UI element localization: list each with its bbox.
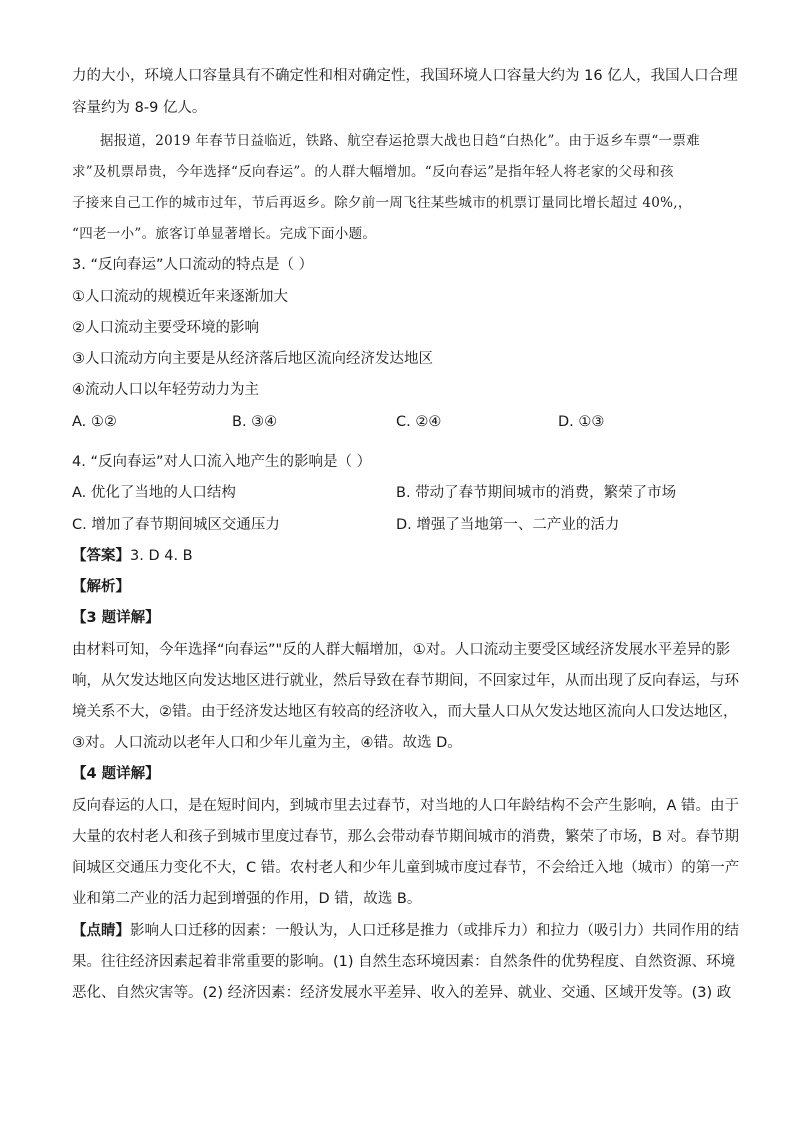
question-4-option-d: D. 增强了当地第一、二产业的活力 [396,517,620,533]
passage-line: 据报道，2019 年春节日益临近，铁路、航空春运抢票大战也日趋“白热化”。由于返乡车票“一票难 [100,133,700,149]
intro-line: 容量约为 8-9 亿人。 [72,100,207,116]
analysis-label: 【解析】 [72,579,130,595]
passage-line: “四老一小”。旅客订单显著增长。完成下面小题。 [72,226,377,242]
detail-3-label: 【3 题详解】 [72,610,160,626]
passage-line: 求”及机票昂贵，今年选择“反向春运”。的人群大幅增加。“反向春运”是指年轻人将老家的父母和孩 [72,164,674,180]
question-4-option-a: A. 优化了当地的人口结构 [72,485,236,501]
question-3-option-a: A. ①② [72,414,117,430]
answer-label: 【答案】 [72,548,130,564]
tip-text: 影响人口迁移的因素：一般认为，人口迁移是推力（或排斥力）和拉力（吸引力）共同作用的结 [130,923,739,939]
question-4-stem: 4. “反向春运”对人口流入地产生的影响是（ ） [72,454,372,470]
detail-4-line: 反向春运的人口，是在短时间内，到城市里去过春节，对当地的人口年龄结构不会产生影响，A 错。由于 [72,798,740,814]
question-3-item: ①人口流动的规模近年来逐渐加大 [72,289,288,305]
answer-text: 3. D 4. B [130,548,193,564]
detail-3-line: 境关系不大，②错。由于经济发达地区有较高的经济收入，而大量人口从欠发达地区流向人口发达地区， [72,704,738,720]
tip-label: 【点睛】 [72,923,130,939]
detail-3-line: 由材料可知，今年选择“向春运”"反的人群大幅增加，①对。人口流动主要受区域经济发展水平差异的影 [72,642,731,658]
question-3-item: ③人口流动方向主要是从经济落后地区流向经济发达地区 [72,351,433,367]
question-4-option-c: C. 增加了春节期间城区交通压力 [72,517,280,533]
detail-3-line: 响，从欠发达地区向发达地区进行就业，然后导致在春节期间，不回家过年，从而出现了反向春运，与环 [72,673,739,689]
question-4-option-b: B. 带动了春节期间城市的消费，繁荣了市场 [396,485,677,501]
answer-row [72,546,193,566]
tip-line: 果。往往经济因素起着非常重要的影响。(1) 自然生态环境因素：自然条件的优势程度、自然资源、环境 [72,954,736,970]
question-3-stem: 3. “反向春运”人口流动的特点是（ ） [72,257,314,273]
detail-4-line: 大量的农村老人和孩子到城市里度过春节，那么会带动春节期间城市的消费，繁荣了市场，B 对。春节期 [72,829,740,845]
passage-line: 子接来自己工作的城市过年，节后再返乡。除夕前一周飞往某些城市的机票订量同比增长超过 40%,， [72,195,692,211]
tip-line: 恶化、自然灾害等。(2) 经济因素：经济发展水平差异、收入的差异、就业、交通、区域开发等。(3) 政 [72,985,732,1001]
detail-4-line: 业和第二产业的活力起到增强的作用，D 错，故选 B。 [72,891,422,907]
question-3-option-d: D. ①③ [558,414,605,430]
tip-row [72,921,739,941]
detail-4-label: 【4 题详解】 [72,766,160,782]
detail-3-line: ③对。人口流动以老年人口和少年儿童为主，④错。故选 D。 [72,735,462,751]
question-3-item: ②人口流动主要受环境的影响 [72,320,259,336]
detail-4-line: 间城区交通压力变化不大，C 错。农村老人和少年儿童到城市度过春节，不会给迁入地（城市）的第一产 [72,860,740,876]
question-3-option-c: C. ②④ [396,414,442,430]
question-3-item: ④流动人口以年轻劳动力为主 [72,382,259,398]
question-3-option-b: B. ③④ [232,414,278,430]
intro-line: 力的大小，环境人口容量具有不确定性和相对确定性，我国环境人口容量大约为 16 亿人，我国人口合理 [72,68,738,84]
